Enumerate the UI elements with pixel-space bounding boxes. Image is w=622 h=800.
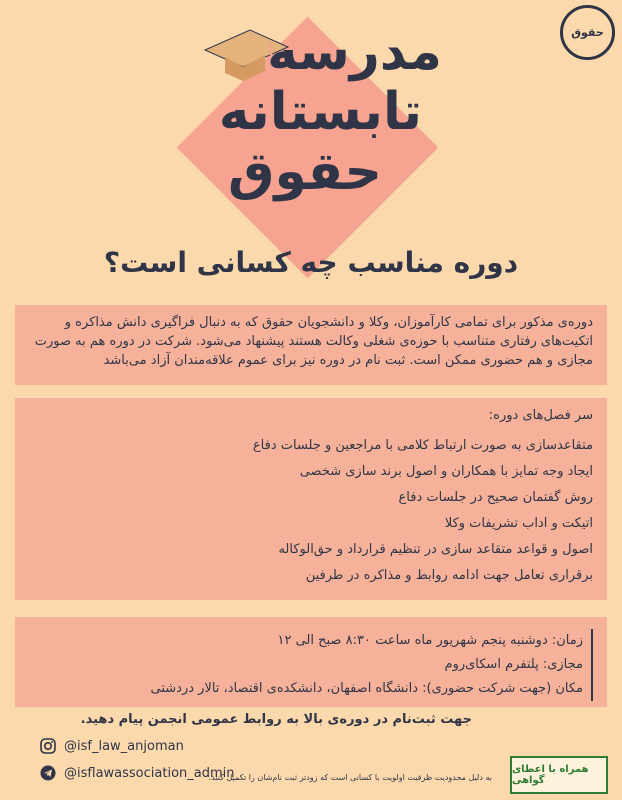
instagram-handle[interactable]: @isf_law_anjoman [64, 738, 184, 754]
title-line-3: حقوق [228, 142, 382, 202]
register-text: جهت ثبت‌نام در دوره‌ی بالا به روابط عمومی انجمن پیام دهید. [80, 712, 472, 727]
info-time: زمان: دوشنبه پنجم شهریور ماه ساعت ۸:۳۰ صبح الی ۱۲ [277, 633, 583, 648]
certificate-badge-label: همراه با اعطای گواهی [512, 764, 589, 786]
syllabus-box [15, 398, 607, 600]
title-line-1: مدرسه [267, 22, 442, 82]
description-text: دوره‌ی مذکور برای تمامی کارآموزان، وکلا و دانشجویان حقوق که به دنبال فراگیری دانش مذاکره و اتکیت‌های رفتاری متناسب با حوزه‌ی شغلی وکالت هستند پیشنهاد می‌شود. شرکت در دوره هم به صورت مجازی و هم حضوری ممکن است. ثبت نام در دوره نیز برای عموم علاقه‌مندان آزاد می‌باشد [34, 315, 593, 368]
info-online: مجازی: پلتفرم اسکای‌روم [444, 657, 583, 672]
title-line-2: تابستانه [218, 82, 422, 142]
telegram-handle[interactable]: @isflawassociation_admin [64, 765, 235, 781]
telegram-contact[interactable] [40, 765, 235, 781]
syllabus-item: روش گفتمان صحیح در جلسات دفاع [398, 490, 593, 505]
instagram-contact[interactable] [40, 738, 184, 754]
description-box [15, 305, 607, 385]
syllabus-item: ایجاد وجه تمایز با همکاران و اصول برند سازی شخصی [299, 464, 593, 479]
syllabus-item: اتیکت و اداب تشریفات وکلا [444, 516, 593, 531]
info-box [15, 617, 607, 707]
syllabus-item: متقاعدسازی به صورت ارتباط کلامی با مراجعین و جلسات دفاع [252, 438, 593, 453]
telegram-icon [40, 765, 56, 781]
info-place: مکان (جهت شرکت حضوری): دانشگاه اصفهان، دانشکده‌ی اقتصاد، تالار دردشتی [150, 681, 583, 696]
question-heading: دوره مناسب چه کسانی است؟ [103, 246, 519, 279]
syllabus-item: برقراری تعامل جهت ادامه روابط و مذاکره در طرفین [305, 568, 593, 583]
instagram-icon [40, 738, 56, 754]
capacity-note: به دلیل محدودیت ظرفیت اولویت با کسانی است که زودتر ثبت نام‌شان را تکمیل کنند. [208, 773, 492, 782]
association-logo [560, 5, 615, 60]
syllabus-item: اصول و قواعد متقاعد سازی در تنظیم قرارداد و حق‌الوکاله [278, 542, 593, 557]
syllabus-heading: سر فصل‌های دوره: [488, 408, 593, 423]
certificate-badge [510, 756, 608, 794]
info-details [29, 629, 593, 701]
logo-text: حقوق [571, 26, 604, 39]
